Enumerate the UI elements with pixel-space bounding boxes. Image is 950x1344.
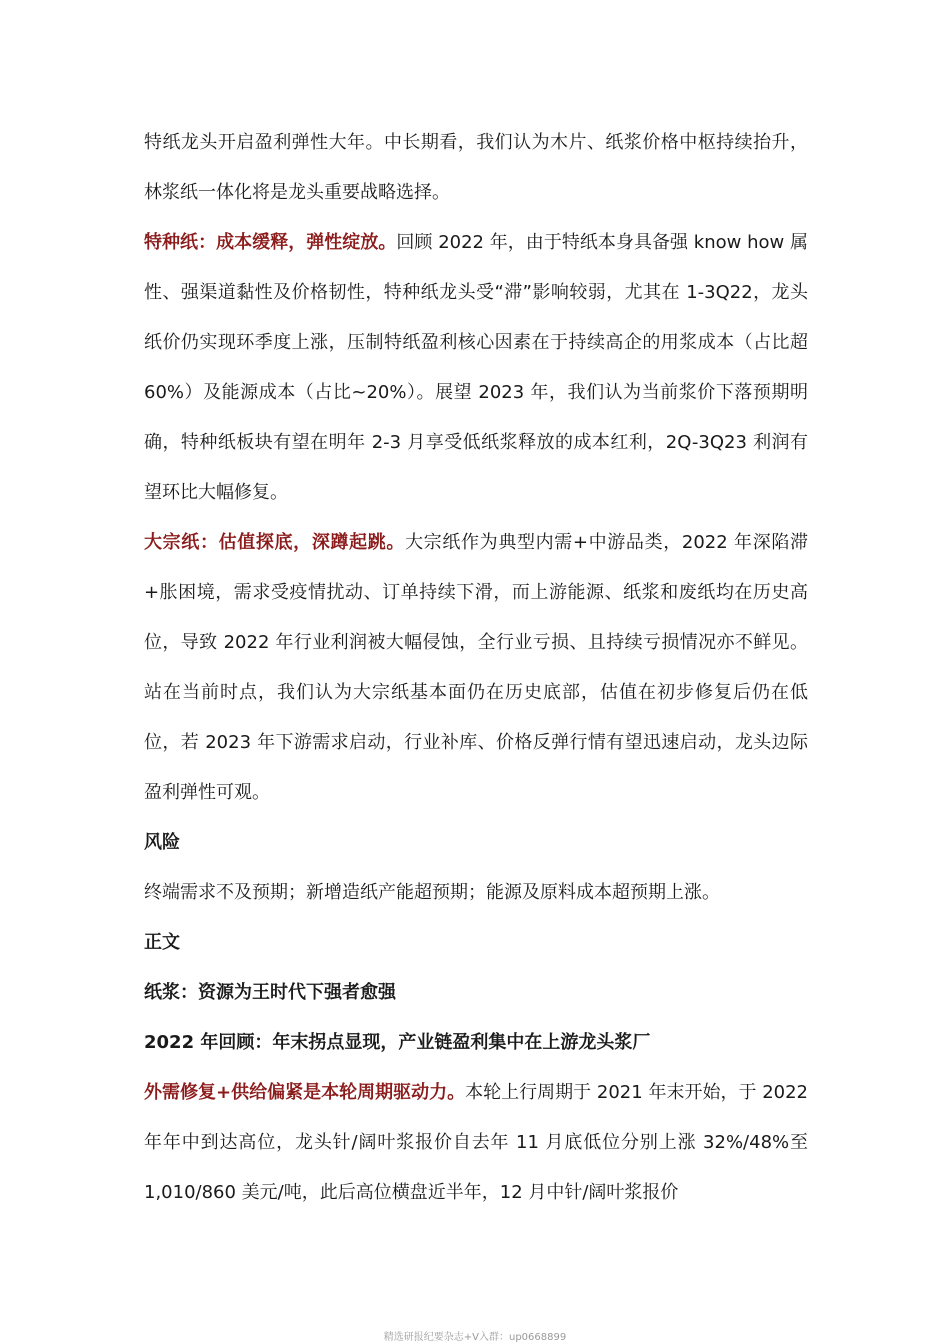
paragraph-specialty-paper-highlight: 特种纸：成本缓释，弹性绽放。: [144, 232, 397, 253]
paragraph-bulk-paper-highlight: 大宗纸：估值探底，深蹲起跳。: [144, 532, 406, 553]
paragraph-pulp-cycle-text: 本轮上行周期于 2021 年末开始，于 2022 年年中到达高位，龙头针/阔叶浆报价自去年 11 月底低位分别上涨 32%/48%至 1,010/860 美元/吨，此后高位横盘近半年，12 月中针/阔叶浆报价: [144, 1082, 808, 1203]
paragraph-bulk-paper-text: 大宗纸作为典型内需+中游品类，2022 年深陷滞+胀困境，需求受疫情扰动、订单持续下滑，而上游能源、纸浆和废纸均在历史高位，导致 2022 年行业利润被大幅侵蚀，全行业亏损、且持续亏损情况亦不鲜见。站在当前时点，我们认为大宗纸基本面仍在历史底部，估值在初步修复后仍在低位，若 2023 年下游需求启动，行业补库、价格反弹行情有望迅速启动，龙头边际盈利弹性可观。: [144, 532, 808, 803]
body-heading: 正文: [144, 932, 180, 953]
footer-watermark: 精选研报纪要杂志+V入群：up0668899: [383, 1332, 567, 1343]
paragraph-intro: [144, 118, 808, 218]
risk-heading: 风险: [144, 832, 180, 853]
paragraph-pulp-cycle-highlight: 外需修复+供给偏紧是本轮周期驱动力。: [144, 1082, 466, 1103]
document-body: [144, 118, 808, 1218]
paragraph-pulp-cycle: [144, 1068, 808, 1218]
section-heading: 纸浆：资源为王时代下强者愈强: [144, 982, 396, 1003]
risk-text: 终端需求不及预期；新增造纸产能超预期；能源及原料成本超预期上涨。: [144, 882, 720, 903]
subsection-heading: 2022 年回顾：年末拐点显现，产业链盈利集中在上游龙头浆厂: [144, 1032, 651, 1053]
paragraph-bulk-paper: [144, 518, 808, 818]
paragraph-intro-text: 特纸龙头开启盈利弹性大年。中长期看，我们认为木片、纸浆价格中枢持续抬升，林浆纸一体化将是龙头重要战略选择。: [144, 132, 808, 203]
paragraph-specialty-paper: [144, 218, 808, 518]
paragraph-specialty-paper-text: 回顾 2022 年，由于特纸本身具备强 know how 属性、强渠道黏性及价格韧性，特种纸龙头受“滞”影响较弱，尤其在 1-3Q22，龙头纸价仍实现环季度上涨，压制特纸盈利核心因素在于持续高企的用浆成本（占比超 60%）及能源成本（占比~20%）。展望 2023 年，我们认为当前浆价下落预期明确，特种纸板块有望在明年 2-3 月享受低纸浆释放的成本红利，2Q-3Q23 利润有望环比大幅修复。: [144, 232, 809, 503]
